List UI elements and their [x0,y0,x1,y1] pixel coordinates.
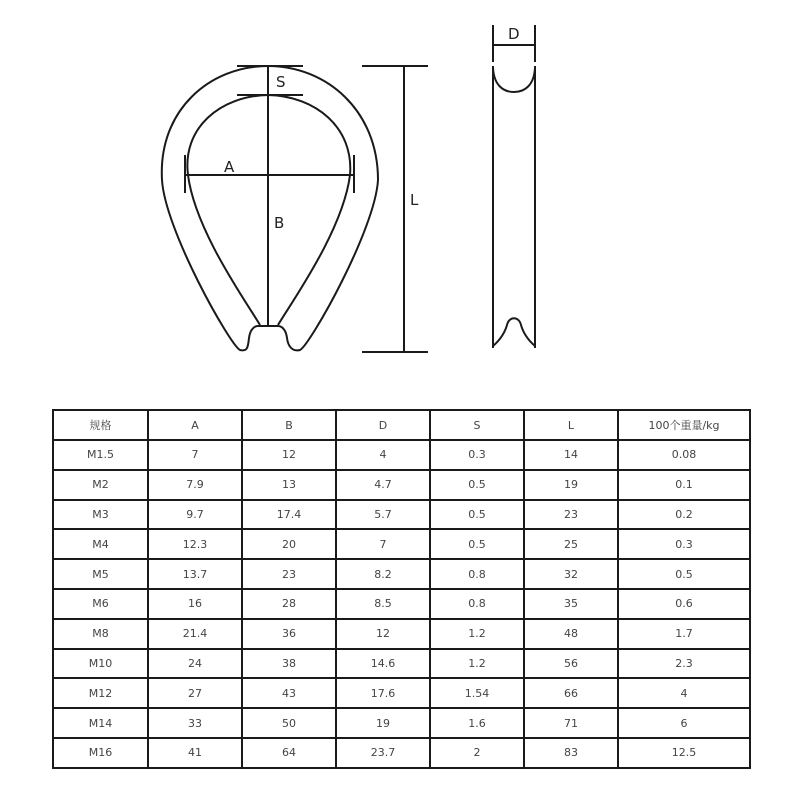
table-cell: 6 [618,708,750,738]
table-cell: 71 [524,708,618,738]
table-cell: 20 [242,529,336,559]
dim-label-d: D [508,25,520,43]
table-cell: 33 [148,708,242,738]
table-cell: 12 [336,619,430,649]
table-cell: 0.5 [430,500,524,530]
table-cell: 5.7 [336,500,430,530]
table-row [53,500,750,530]
table-cell: 50 [242,708,336,738]
table-row [53,589,750,619]
table-cell: 8.2 [336,559,430,589]
table-cell: 0.6 [618,589,750,619]
table-cell: 0.08 [618,440,750,470]
table-cell: M5 [53,559,148,589]
table-cell: 0.2 [618,500,750,530]
table-cell: 4 [336,440,430,470]
col-header-l: L [524,410,618,440]
table-cell: 2.3 [618,649,750,679]
table-row [53,738,750,768]
table-cell: 38 [242,649,336,679]
table-cell: 0.1 [618,470,750,500]
table-cell: 16 [148,589,242,619]
thimble-front-view [162,66,428,352]
table-cell: 28 [242,589,336,619]
table-cell: 12.5 [618,738,750,768]
dim-label-l: L [410,191,419,209]
table-cell: 24 [148,649,242,679]
table-cell: 8.5 [336,589,430,619]
table-cell: 2 [430,738,524,768]
col-header-a: A [148,410,242,440]
table-cell: 0.3 [430,440,524,470]
table-header-row [53,410,750,440]
table-cell: 27 [148,678,242,708]
table-cell: M8 [53,619,148,649]
table-cell: M3 [53,500,148,530]
table-cell: 17.6 [336,678,430,708]
table-cell: 1.54 [430,678,524,708]
table-cell: 25 [524,529,618,559]
thimble-side-view [493,25,535,348]
col-header-weight: 100个重量/kg [618,410,750,440]
table-cell: 56 [524,649,618,679]
table-row [53,559,750,589]
table-cell: 36 [242,619,336,649]
table-cell: M4 [53,529,148,559]
table-cell: M1.5 [53,440,148,470]
table-cell: 0.5 [618,559,750,589]
table-cell: 43 [242,678,336,708]
table-cell: M16 [53,738,148,768]
table-cell: 13 [242,470,336,500]
table-cell: 17.4 [242,500,336,530]
table-cell: 7 [336,529,430,559]
table-cell: 23 [524,500,618,530]
table-row [53,619,750,649]
table-cell: 12 [242,440,336,470]
table-cell: 0.5 [430,529,524,559]
table-cell: 1.2 [430,619,524,649]
table-cell: M14 [53,708,148,738]
table-row [53,649,750,679]
table-cell: M12 [53,678,148,708]
table-cell: 0.8 [430,589,524,619]
table-cell: 13.7 [148,559,242,589]
col-header-s: S [430,410,524,440]
table-cell: 83 [524,738,618,768]
col-header-spec: 规格 [53,410,148,440]
table-cell: M6 [53,589,148,619]
table-cell: 0.8 [430,559,524,589]
table-cell: M2 [53,470,148,500]
col-header-b: B [242,410,336,440]
table-cell: 14.6 [336,649,430,679]
table-cell: 23.7 [336,738,430,768]
table-cell: 1.7 [618,619,750,649]
table-cell: 14 [524,440,618,470]
table-row [53,678,750,708]
col-header-d: D [336,410,430,440]
dim-label-b: B [274,214,285,232]
table-row [53,440,750,470]
table-cell: 64 [242,738,336,768]
table-cell: 0.3 [618,529,750,559]
table-cell: 19 [336,708,430,738]
dim-label-a: A [224,158,235,176]
table-cell: 1.2 [430,649,524,679]
table-cell: 23 [242,559,336,589]
table-cell: 32 [524,559,618,589]
dim-label-s: S [276,73,286,91]
table-cell: 1.6 [430,708,524,738]
table-cell: 66 [524,678,618,708]
table-cell: 4.7 [336,470,430,500]
table-row [53,470,750,500]
table-cell: 9.7 [148,500,242,530]
table-cell: 35 [524,589,618,619]
spec-table [52,409,751,769]
table-cell: 19 [524,470,618,500]
table-cell: 41 [148,738,242,768]
table-cell: M10 [53,649,148,679]
table-cell: 21.4 [148,619,242,649]
table-cell: 4 [618,678,750,708]
table-row [53,708,750,738]
table-cell: 48 [524,619,618,649]
table-cell: 12.3 [148,529,242,559]
table-cell: 0.5 [430,470,524,500]
table-cell: 7.9 [148,470,242,500]
table-cell: 7 [148,440,242,470]
table-row [53,529,750,559]
